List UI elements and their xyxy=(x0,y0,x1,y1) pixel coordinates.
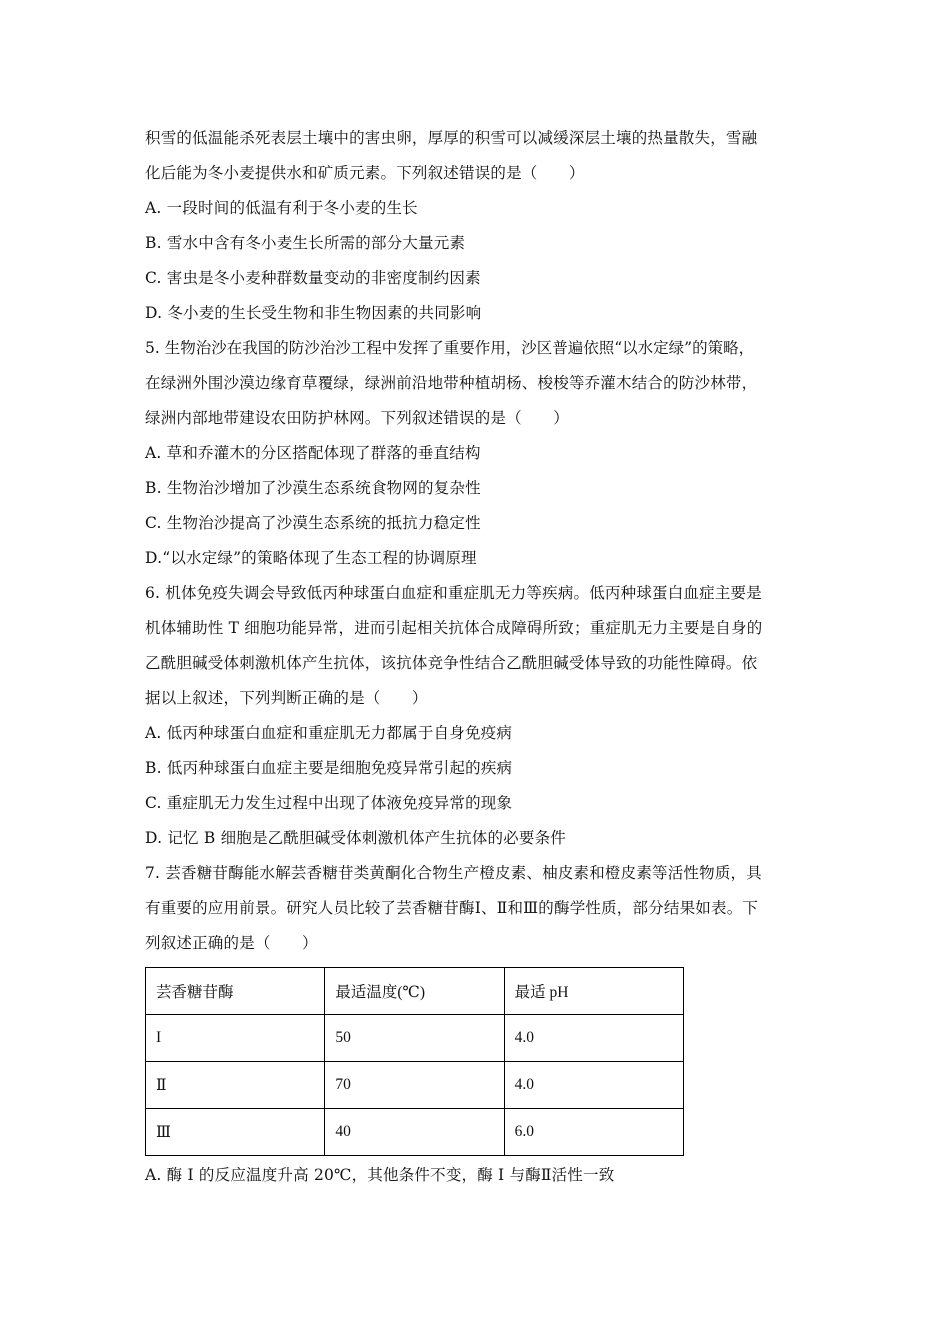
option-b: B. 生物治沙增加了沙漠生态系统食物网的复杂性 xyxy=(145,479,481,497)
option-b: B. 雪水中含有冬小麦生长所需的部分大量元素 xyxy=(145,234,466,252)
table-row xyxy=(146,1109,684,1156)
table-cell: 4.0 xyxy=(504,1062,683,1109)
option-d: D.“以水定绿”的策略体现了生态工程的协调原理 xyxy=(145,549,477,567)
option-a: A. 酶 I 的反应温度升高 20℃，其他条件不变，酶 I 与酶Ⅱ活性一致 xyxy=(145,1166,615,1184)
option-c: C. 生物治沙提高了沙漠生态系统的抵抗力稳定性 xyxy=(145,514,481,532)
table-header-row xyxy=(146,968,684,1015)
table-header-cell: 最适温度(℃) xyxy=(325,968,504,1015)
document-page xyxy=(145,121,825,1193)
text-line: 积雪的低温能杀死表层土壤中的害虫卵，厚厚的积雪可以减缓深层土壤的热量散失，雪融 xyxy=(145,129,758,147)
text-line: 据以上叙述，下列判断正确的是（ ） xyxy=(145,689,428,707)
table-header-cell: 芸香糖苷酶 xyxy=(146,968,325,1015)
table-cell: 6.0 xyxy=(504,1109,683,1156)
option-b: B. 低丙种球蛋白血症主要是细胞免疫异常引起的疾病 xyxy=(145,759,513,777)
option-a: A. 草和乔灌木的分区搭配体现了群落的垂直结构 xyxy=(145,444,481,462)
table-cell: Ⅱ xyxy=(146,1062,325,1109)
option-d: D. 冬小麦的生长受生物和非生物因素的共同影响 xyxy=(145,304,482,322)
option-a: A. 一段时间的低温有利于冬小麦的生长 xyxy=(145,199,418,217)
text-line: 列叙述正确的是（ ） xyxy=(145,934,318,952)
table-cell: 70 xyxy=(325,1062,504,1109)
table-row xyxy=(146,1062,684,1109)
option-c: C. 重症肌无力发生过程中出现了体液免疫异常的现象 xyxy=(145,794,513,812)
table-cell: I xyxy=(146,1015,325,1062)
table-header-cell: 最适 pH xyxy=(504,968,683,1015)
enzyme-properties-table xyxy=(145,967,684,1156)
table-cell: 40 xyxy=(325,1109,504,1156)
question-6: 6. 机体免疫失调会导致低丙种球蛋白血症和重症肌无力等疾病。低丙种球蛋白血症主要是 xyxy=(145,584,762,602)
table-cell: 50 xyxy=(325,1015,504,1062)
question-7: 7. 芸香糖苷酶能水解芸香糖苷类黄酮化合物生产橙皮素、柚皮素和橙皮素等活性物质，具 xyxy=(145,864,762,882)
option-c: C. 害虫是冬小麦种群数量变动的非密度制约因素 xyxy=(145,269,481,287)
text-line: 乙酰胆碱受体刺激机体产生抗体，该抗体竞争性结合乙酰胆碱受体导致的功能性障碍。依 xyxy=(145,654,758,672)
option-a: A. 低丙种球蛋白血症和重症肌无力都属于自身免疫病 xyxy=(145,724,513,742)
text-line: 在绿洲外围沙漠边缘育草覆绿，绿洲前沿地带种植胡杨、梭梭等乔灌木结合的防沙林带， xyxy=(145,374,758,392)
text-line: 化后能为冬小麦提供水和矿质元素。下列叙述错误的是（ ） xyxy=(145,164,585,182)
option-d: D. 记忆 B 细胞是乙酰胆碱受体刺激机体产生抗体的必要条件 xyxy=(145,829,566,847)
table-cell: Ⅲ xyxy=(146,1109,325,1156)
text-line: 绿洲内部地带建设农田防护林网。下列叙述错误的是（ ） xyxy=(145,409,569,427)
text-line: 有重要的应用前景。研究人员比较了芸香糖苷酶Ⅰ、Ⅱ和Ⅲ的酶学性质，部分结果如表。下 xyxy=(145,899,759,917)
table-row xyxy=(146,1015,684,1062)
question-5: 5. 生物治沙在我国的防沙治沙工程中发挥了重要作用，沙区普遍依照“以水定绿”的策略， xyxy=(145,339,755,357)
text-line: 机体辅助性 T 细胞功能异常，进而引起相关抗体合成障碍所致；重症肌无力主要是自身的 xyxy=(145,619,763,637)
table-cell: 4.0 xyxy=(504,1015,683,1062)
